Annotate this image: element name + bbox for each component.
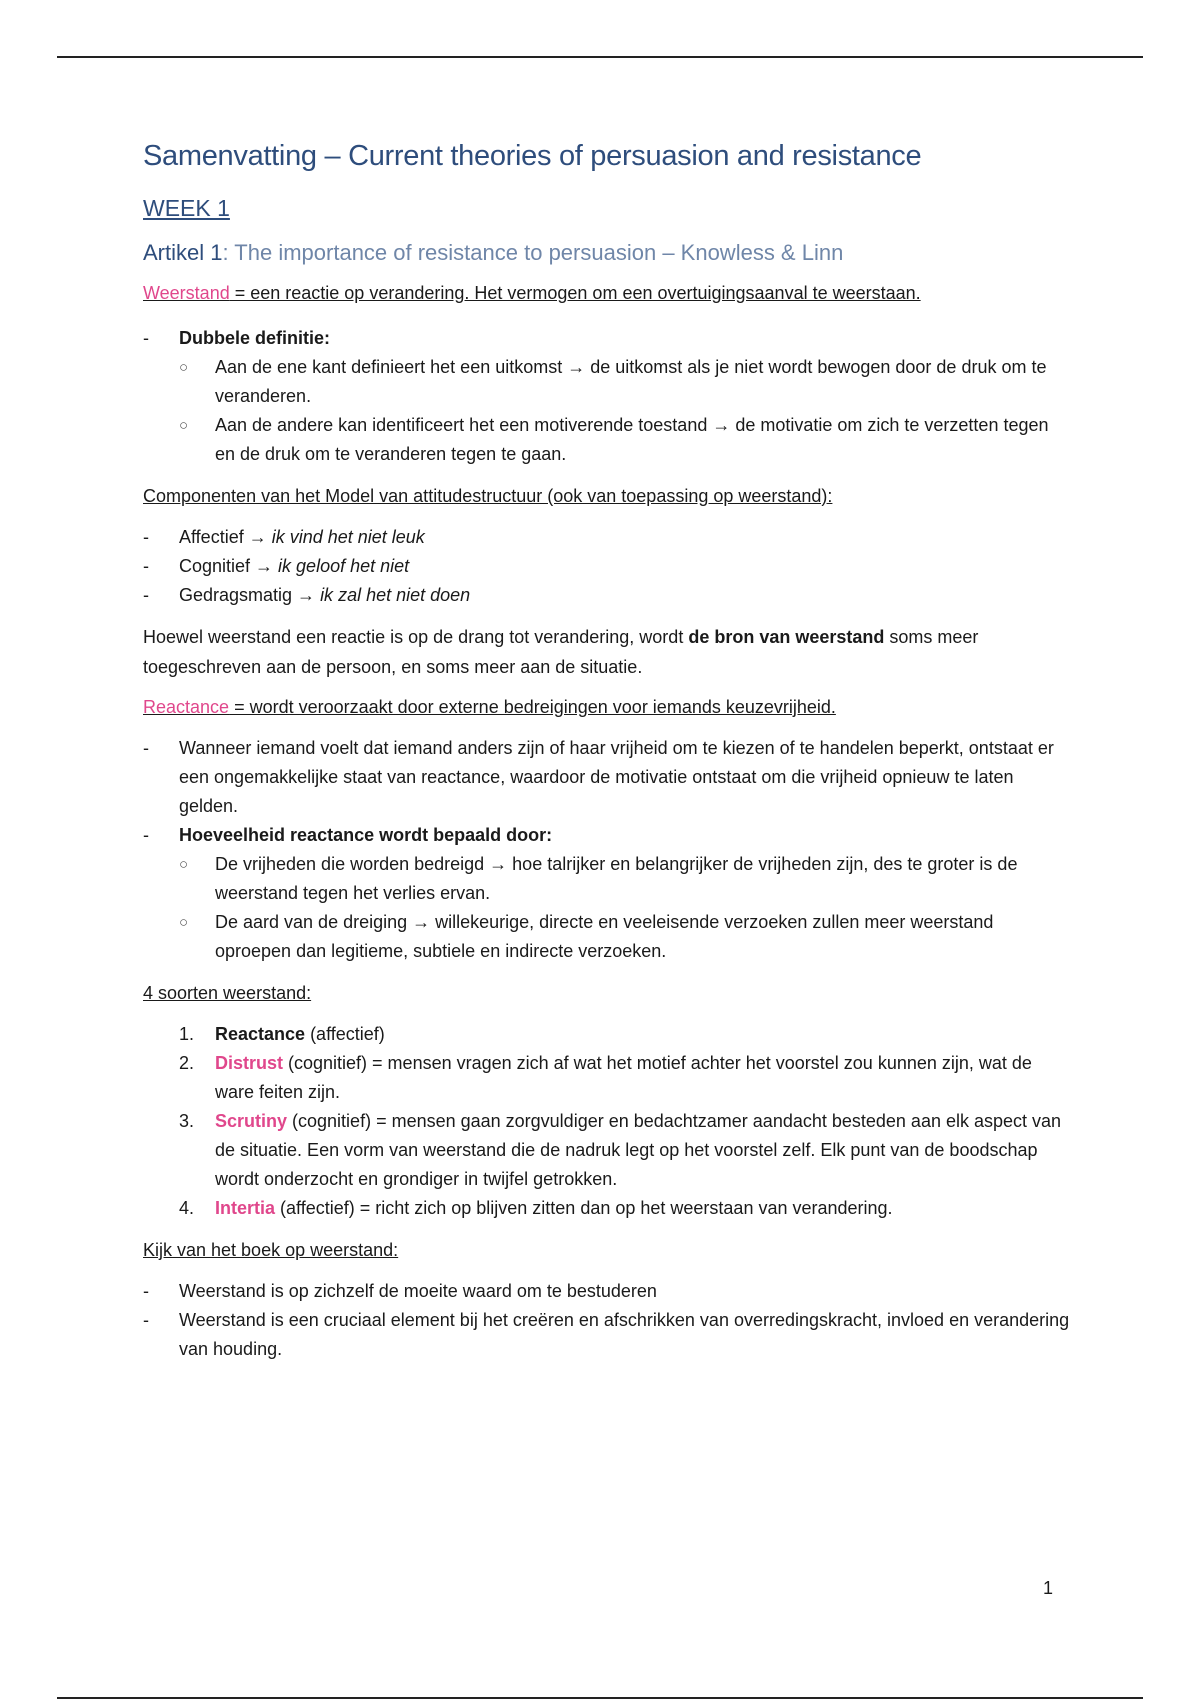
soort-term: Scrutiny [215,1111,288,1131]
list-item: - Wanneer iemand voelt dat iemand anders zijn of haar vrijheid om te kiezen of te handelen beperkt, ontstaat er een ongemakkelijke staat van reactance, waardoor de motivatie ontstaat om die vrijheid opnieuw te laten gelden. [143,734,1073,821]
soorten-list [143,1020,1073,1223]
weerstand-definition [143,278,1073,308]
artikel-label: Artikel 1 [143,240,223,265]
reactance-bepaald-label: Hoeveelheid reactance wordt bepaald door: [179,825,553,845]
dubbele-sublist [143,353,1073,469]
component-example: ik vind het niet leuk [271,527,425,547]
list-item: - Weerstand is op zichzelf de moeite waard om te bestuderen [143,1277,1073,1306]
reactance-definition [143,692,1073,722]
component-label: Gedragsmatig → [179,585,321,605]
artikel-subtitle: : The importance of resistance to persuasion – Knowless & Linn [222,240,844,265]
item-number: 3. [179,1111,195,1131]
list-item: ○ Aan de ene kant definieert het een uitkomst → de uitkomst als je niet wordt bewogen door de druk om te veranderen. [179,353,1073,411]
kijk-heading: Kijk van het boek op weerstand: [143,1240,399,1260]
bron-text: soms meer toegeschreven aan de persoon, en soms meer aan de situatie. [143,627,979,677]
list-item [143,1107,1073,1194]
list-item [143,523,1073,552]
list-item [143,581,1073,610]
soort-term: Distrust [215,1053,284,1073]
soort-term: Reactance [215,1024,306,1044]
reactance-term: Reactance [143,697,230,717]
componenten-heading: Componenten van het Model van attitudestructuur (ook van toepassing op weerstand): [143,486,833,506]
item-number: 1. [179,1024,195,1044]
soort-text: (cognitief) = mensen gaan zorgvuldiger en bedachtzamer aandacht besteden aan elk aspect van de situatie. Een vorm van weerstand die de nadruk legt op het voorstel zelf. Elk punt van de boodschap wordt onderzocht en grondiger in twijfel getrokken. [215,1111,1062,1189]
bron-paragraph [143,622,1073,682]
reactance-text: = wordt veroorzaakt door externe bedreigingen voor iemands keuzevrijheid. [229,697,836,717]
header-rule [57,56,1143,58]
soort-term: Intertia [215,1198,276,1218]
bron-bold: de bron van weerstand [688,627,885,647]
soort-text: (affectief) [305,1024,385,1044]
component-label: Affectief → [179,527,272,547]
page-title: Samenvatting – Current theories of persuasion and resistance [143,140,922,172]
dubbele-label: Dubbele definitie: [179,328,331,348]
component-example: ik geloof het niet [278,556,410,576]
reactance-sublist [143,850,1073,966]
list-item [143,552,1073,581]
bron-text: Hoewel weerstand een reactie is op de drang tot verandering, wordt [143,627,689,647]
componenten-list [143,523,1073,610]
list-item [143,1020,1073,1049]
component-label: Cognitief → [179,556,279,576]
footer-rule [57,1697,1143,1699]
list-item: ○ De aard van de dreiging → willekeurige, directe en veeleisende verzoeken zullen meer weerstand oproepen dan legitieme, subtiele en indirecte verzoeken. [179,908,1073,966]
soorten-heading: 4 soorten weerstand: [143,983,312,1003]
page-number: 1 [1043,1578,1054,1598]
weerstand-term: Weerstand [143,283,230,303]
soort-text: (affectief) = richt zich op blijven zitten dan op het weerstaan van verandering. [275,1198,893,1218]
list-item: ○ Aan de andere kan identificeert het een motiverende toestand → de motivatie om zich te verzetten tegen en de druk om te veranderen tegen te gaan. [179,411,1073,469]
week-heading: WEEK 1 [143,195,230,221]
list-item: ○ De vrijheden die worden bedreigd → hoe talrijker en belangrijker de vrijheden zijn, des te groter is de weerstand tegen het verlies ervan. [179,850,1073,908]
list-item [143,1049,1073,1107]
list-item [143,821,1073,966]
list-item [143,1194,1073,1223]
soort-text: (cognitief) = mensen vragen zich af wat het motief achter het voorstel zou kunnen zijn, wat de ware feiten zijn. [215,1053,1032,1102]
dubbele-list [143,324,1073,469]
item-number: 4. [179,1198,195,1218]
document-page [143,140,1073,1364]
list-item [143,324,1073,469]
list-item: - Weerstand is een cruciaal element bij het creëren en afschrikken van overredingskracht, invloed en verandering van houding. [143,1306,1073,1364]
kijk-list [143,1277,1073,1364]
weerstand-text: = een reactie op verandering. Het vermogen om een overtuigingsaanval te weerstaan. [229,283,921,303]
artikel-heading [143,240,1073,266]
component-example: ik zal het niet doen [320,585,471,605]
item-number: 2. [179,1053,195,1073]
reactance-list [143,734,1073,966]
